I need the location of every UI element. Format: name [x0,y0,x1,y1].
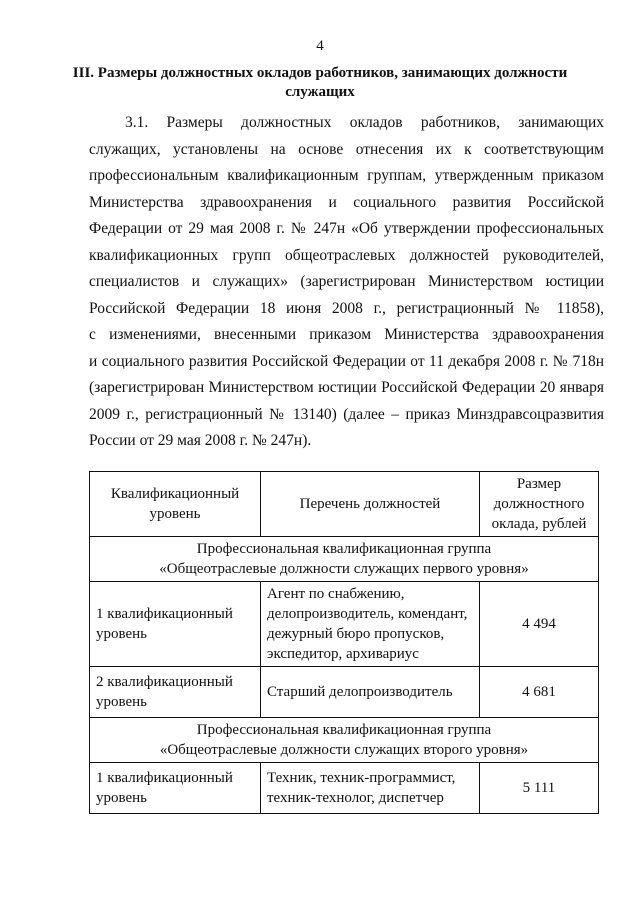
table-header-row [90,472,599,537]
cell-salary: 4 681 [480,667,599,718]
cell-positions: Агент по снабжению, делопроизводитель, комендант, дежурный бюро пропусков, экспедитор, архивариус [261,582,480,667]
paragraph-line: служащих, установлены на основе отнесения их к соответствующим [89,140,604,158]
salary-table [89,471,599,814]
group-title-line: «Общеотраслевые должности служащих второго уровня» [159,742,529,758]
group-title-line: «Общеотраслевые должности служащих первого уровня» [159,561,529,577]
group-title-line: Профессиональная квалификационная группа [196,722,492,738]
group-row [90,537,599,582]
cell-salary: 4 494 [480,582,599,667]
header-level: Квалификационный уровень [90,472,261,537]
header-salary: Размер должностного оклада, рублей [480,472,599,537]
paragraph-line: Федерации от 29 мая 2008 г. № 247н «Об утверждении профессиональных [89,220,604,237]
paragraph-line: 2009 г., регистрационный № 13140) (далее – приказ Минздравсоцразвития [89,405,604,423]
table-row [90,667,599,718]
cell-level: 1 квалификационный уровень [90,763,261,814]
paragraph-line: Российской Федерации 18 июня 2008 г., регистрационный № 11858), [89,299,604,317]
paragraph-line: 3.1. Размеры должностных окладов работников, занимающих [125,114,604,131]
paragraph-line: (зарегистрирован Министерством юстиции Российской Федерации 20 января [89,379,604,396]
header-positions: Перечень должностей [261,472,480,537]
cell-level: 1 квалификационный уровень [90,582,261,667]
paragraph-line: и социального развития Российской Федерации от 11 декабря 2008 г. № 718н [89,352,604,370]
table-row [90,763,599,814]
group-title [90,537,599,582]
paragraph-line: с изменениями, внесенными приказом Министерства здравоохранения [89,326,604,343]
paragraph-line: России от 29 мая 2008 г. № 247н). [89,432,312,449]
body-paragraph [89,110,604,455]
cell-positions: Старший делопроизводитель [261,667,480,718]
section-title: III. Размеры должностных окладов работников, занимающих должности служащих [72,65,568,100]
table-row [90,582,599,667]
page-number: 4 [316,38,324,54]
cell-salary: 5 111 [480,763,599,814]
group-title [90,718,599,763]
cell-level: 2 квалификационный уровень [90,667,261,718]
paragraph-line: специалистов и служащих» (зарегистрирован Министерством юстиции [89,273,604,290]
cell-positions: Техник, техник-программист, техник-технолог, диспетчер [261,763,480,814]
group-title-line: Профессиональная квалификационная группа [196,541,492,557]
group-row [90,718,599,763]
paragraph-line: квалификационных групп общеотраслевых должностей руководителей, [89,246,604,264]
paragraph-line: Министерства здравоохранения и социального развития Российской [89,193,604,211]
paragraph-line: профессиональным квалификационным группам, утвержденным приказом [89,167,604,184]
